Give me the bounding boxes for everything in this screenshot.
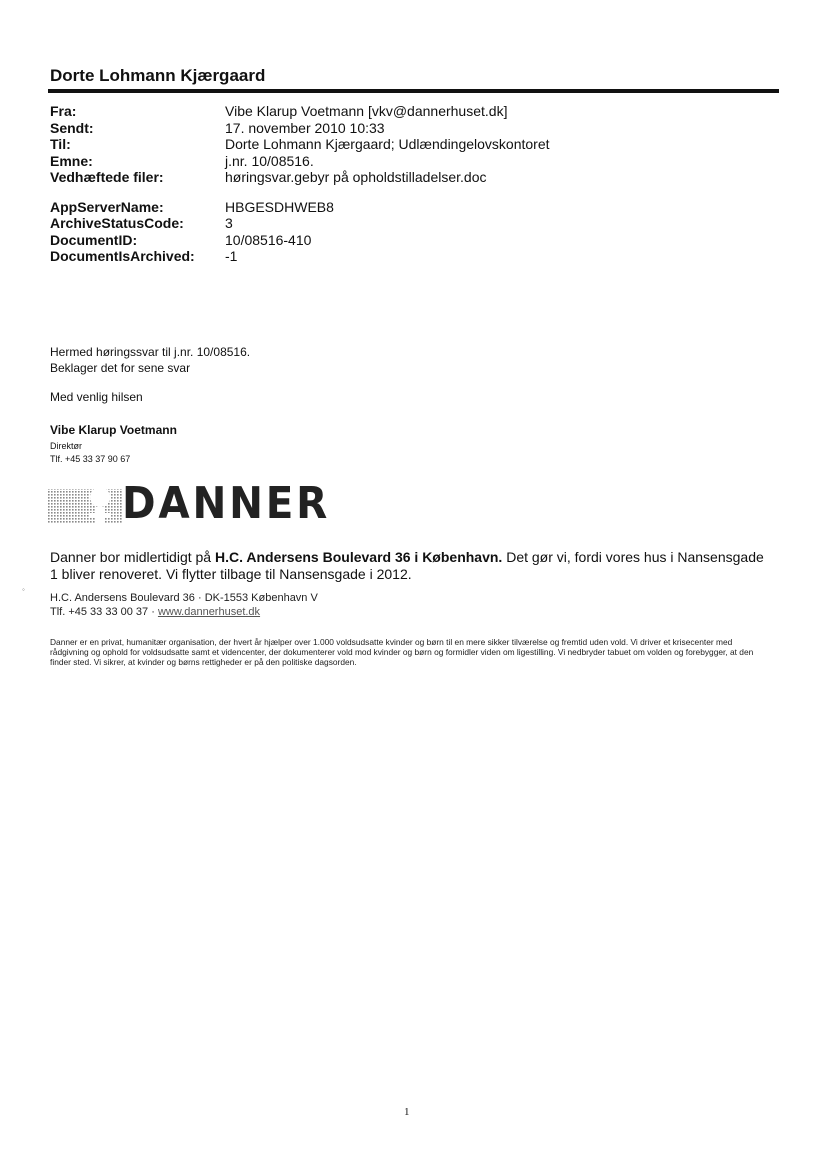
archived-label: DocumentIsArchived: (50, 248, 195, 264)
to-value: Dorte Lohmann Kjærgaard; Udlændingelovskontoret (225, 136, 550, 152)
website-link[interactable]: www.dannerhuset.dk (157, 605, 261, 618)
email-metadata (50, 103, 550, 265)
mission-statement: Danner er en privat, humanitær organisation, der hvert år hjælper over 1.000 voldsudsatte kvinder og børn til en mere sikker tilværelse og fremtid uden vold. Vi driver et krisecenter med rådgivning og ophold for voldsudsatte samt et videncenter, der dokumenterer vold mod kvinder og børn og formidler viden om ligestilling. Vi nedbryder tabuet om volden og forebygger, at den finder sted. Vi sikrer, at kvinder og børns rettigheder er på den politiske dagsorden. (50, 637, 754, 667)
meta-row-docid (50, 232, 550, 249)
docid-value: 10/08516-410 (225, 231, 312, 248)
address-line: H.C. Andersens Boulevard 36 · DK-1553 København V (50, 592, 318, 604)
server-label: AppServerName: (50, 198, 164, 215)
danner-logo-icon (48, 485, 123, 529)
signature-name: Vibe Klarup Voetmann (50, 423, 177, 437)
recipient-name-header: Dorte Lohmann Kjærgaard (50, 66, 266, 85)
subject-value: j.nr. 10/08516. (225, 152, 314, 169)
meta-row-archived (50, 248, 550, 265)
greeting: Med venlig hilsen (50, 390, 143, 404)
relocation-note (50, 549, 770, 583)
docid-label: DocumentID: (50, 231, 138, 248)
signature-title: Direktør (50, 441, 82, 451)
meta-row-from (50, 103, 550, 120)
margin-mark: ◦ (22, 585, 25, 594)
signature-phone: Tlf. +45 33 37 90 67 (50, 454, 131, 464)
sent-value: 17. november 2010 10:33 (225, 119, 385, 136)
status-value: 3 (225, 215, 233, 231)
meta-row-server (50, 199, 550, 216)
organisation-address (50, 592, 318, 619)
email-body (50, 345, 250, 376)
relocation-note-part2: Det gør vi, fordi vores hus i Nansensgade 1 bliver renoveret. Vi flytter tilbage til Nansensgade i 2012. (50, 549, 764, 582)
to-label: Til: (50, 136, 71, 152)
body-line-1: Hermed høringssvar til j.nr. 10/08516. (50, 345, 251, 359)
meta-row-attachments (50, 169, 550, 186)
meta-row-sent (50, 120, 550, 137)
relocation-note-address: H.C. Andersens Boulevard 36 i København. (214, 549, 503, 565)
archived-value: -1 (225, 248, 238, 264)
relocation-note-part1: Danner bor midlertidigt på (50, 549, 215, 565)
subject-label: Emne: (50, 152, 93, 169)
meta-row-status (50, 215, 550, 232)
meta-row-subject (50, 153, 550, 170)
status-label: ArchiveStatusCode: (50, 215, 184, 231)
attachments-label: Vedhæftede filer: (50, 169, 164, 185)
server-value: HBGESDHWEB8 (225, 198, 334, 215)
signature-details (50, 440, 130, 466)
page-number: 1 (404, 1106, 410, 1118)
header-rule (48, 89, 779, 93)
from-value: Vibe Klarup Voetmann [vkv@dannerhuset.dk] (225, 103, 508, 119)
attachments-value: høringsvar.gebyr på opholdstilladelser.doc (225, 169, 487, 185)
meta-row-to (50, 136, 550, 153)
danner-logo-wordmark: DANNER (122, 478, 331, 529)
from-label: Fra: (50, 103, 77, 119)
sent-label: Sendt: (50, 119, 94, 136)
address-contact-line (50, 606, 318, 620)
meta-gap (50, 186, 550, 199)
body-line-2: Beklager det for sene svar (50, 360, 191, 375)
address-phone: Tlf. +45 33 33 00 37 · (50, 605, 158, 618)
